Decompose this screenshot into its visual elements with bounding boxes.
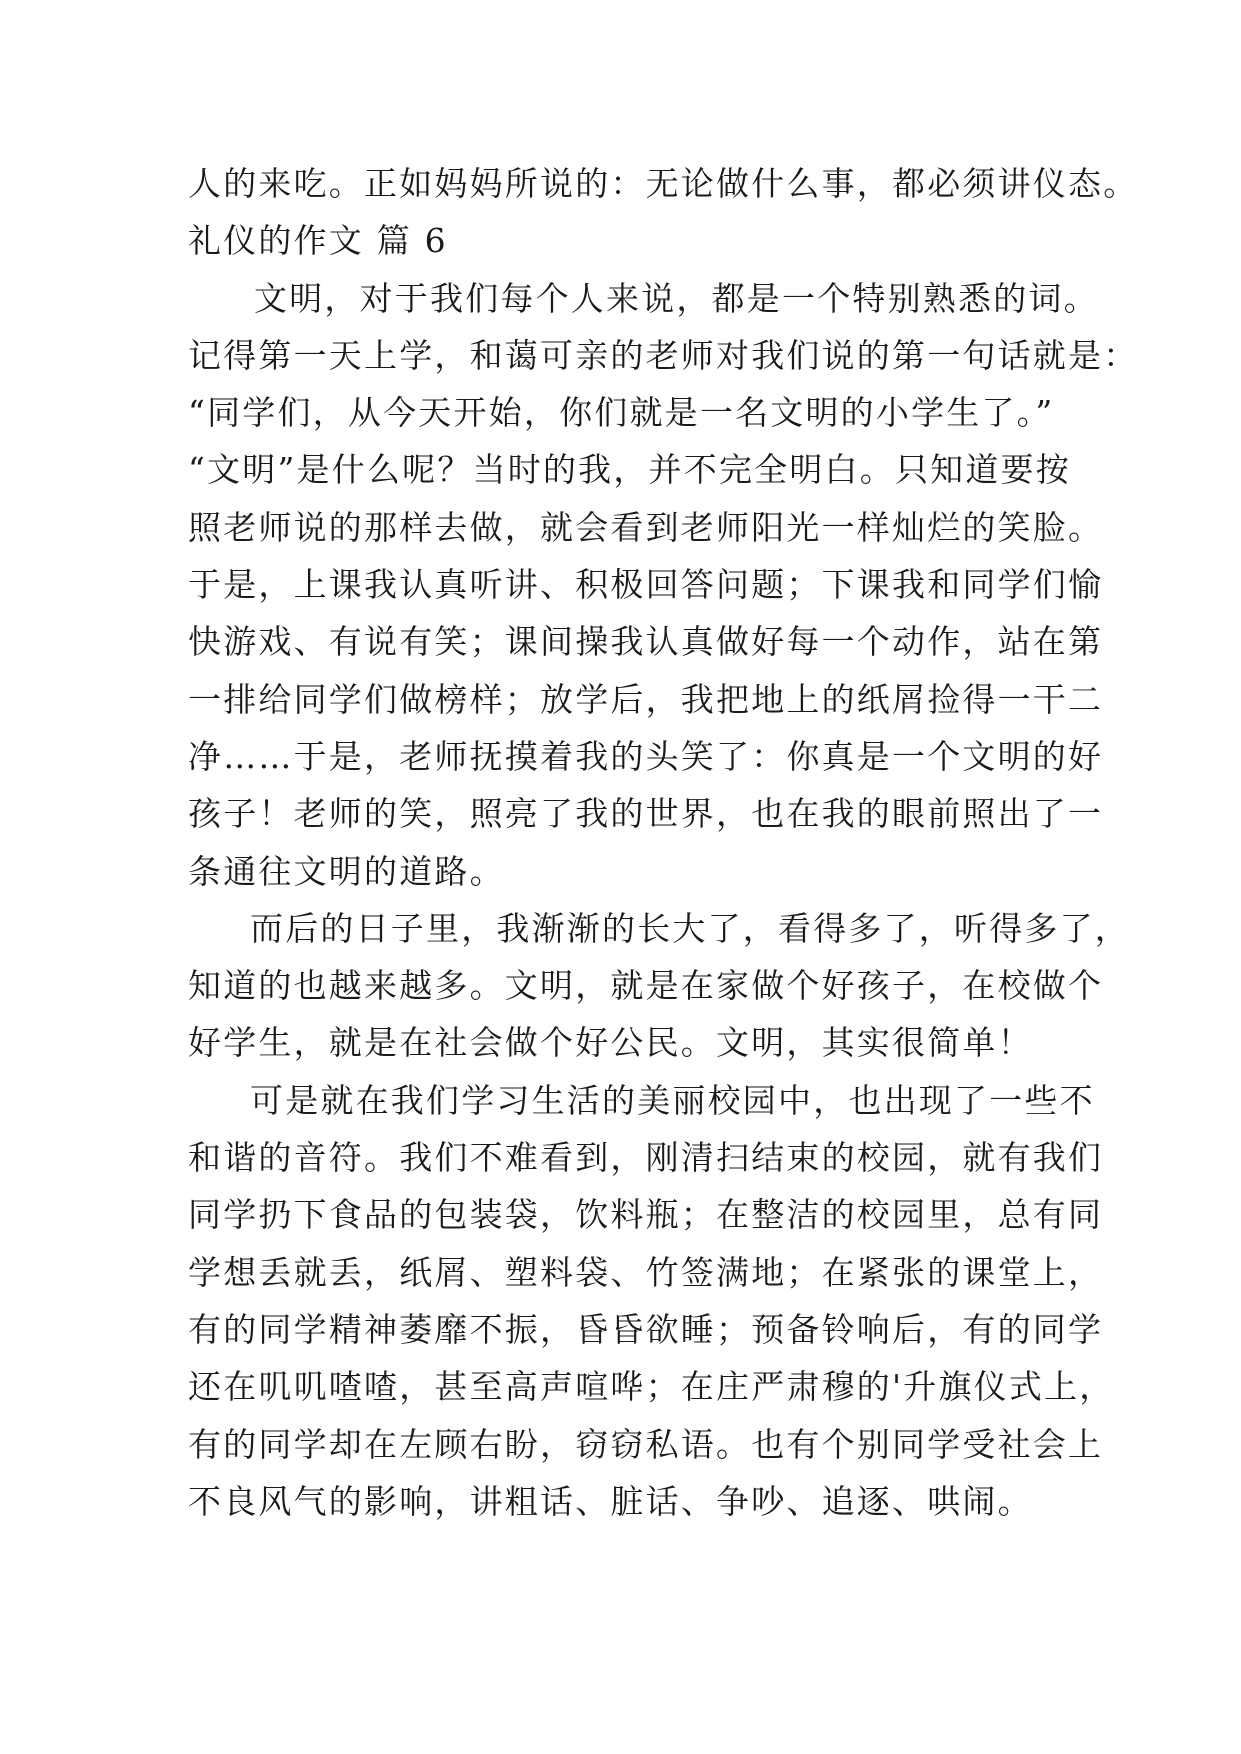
- text-line: 文明，对于我们每个人来说，都是一个特别熟悉的词。: [254, 278, 1099, 318]
- text-line: “同学们，从今天开始，你们就是一名文明的小学生了。”: [188, 393, 1055, 433]
- document-body: [188, 155, 1139, 1530]
- text-line: 一排给同学们做榜样；放学后，我把地上的纸屑捡得一干二: [188, 679, 1104, 719]
- text-line: 记得第一天上学，和蔼可亲的老师对我们说的第一句话就是：: [188, 335, 1139, 375]
- text-line: 于是，上课我认真听讲、积极回答问题；下课我和同学们愉: [188, 565, 1104, 605]
- text-line: 条通往文明的道路。: [188, 851, 505, 891]
- text-line: 人的来吃。正如妈妈所说的：无论做什么事，都必须讲仪态。: [188, 164, 1139, 203]
- text-line: 好学生，就是在社会做个好公民。文明，其实很简单！: [188, 1023, 1033, 1063]
- text-line: 和谐的音符。我们不难看到，刚清扫结束的校园，就有我们: [188, 1138, 1104, 1178]
- text-line: 同学扔下食品的包装袋，饮料瓶；在整洁的校园里，总有同: [188, 1195, 1104, 1235]
- text-line: 知道的也越来越多。文明，就是在家做个好孩子，在校做个: [188, 966, 1104, 1006]
- text-line: 还在叽叽喳喳，甚至高声喧哗；在庄严肃穆的'升旗仪式上，: [188, 1367, 1115, 1407]
- text-line: 而后的日子里，我渐渐的长大了，看得多了，听得多了，: [250, 908, 1130, 948]
- text-line: 净……于是，老师抚摸着我的头笑了：你真是一个文明的好: [188, 736, 1104, 776]
- text-line: 有的同学却在左顾右盼，窃窃私语。也有个别同学受社会上: [188, 1424, 1104, 1464]
- text-line: 可是就在我们学习生活的美丽校园中，也出现了一些不: [250, 1080, 1095, 1120]
- text-line: 有的同学精神萎靡不振，昏昏欲睡；预备铃响后，有的同学: [188, 1309, 1104, 1349]
- text-line: 学想丢就丢，纸屑、塑料袋、竹签满地；在紧张的课堂上，: [188, 1252, 1104, 1292]
- text-line: 照老师说的那样去做，就会看到老师阳光一样灿烂的笑脸。: [188, 507, 1104, 547]
- text-line: 不良风气的影响，讲粗话、脏话、争吵、追逐、哄闹。: [188, 1481, 1033, 1521]
- text-line: 快游戏、有说有笑；课间操我认真做好每一个动作，站在第: [188, 622, 1104, 662]
- section-title: 礼仪的作文 篇 6: [188, 221, 448, 261]
- text-line: 孩子！老师的笑，照亮了我的世界，也在我的眼前照出了一: [188, 794, 1104, 834]
- text-line: “文明”是什么呢？当时的我，并不完全明白。只知道要按: [188, 450, 1071, 490]
